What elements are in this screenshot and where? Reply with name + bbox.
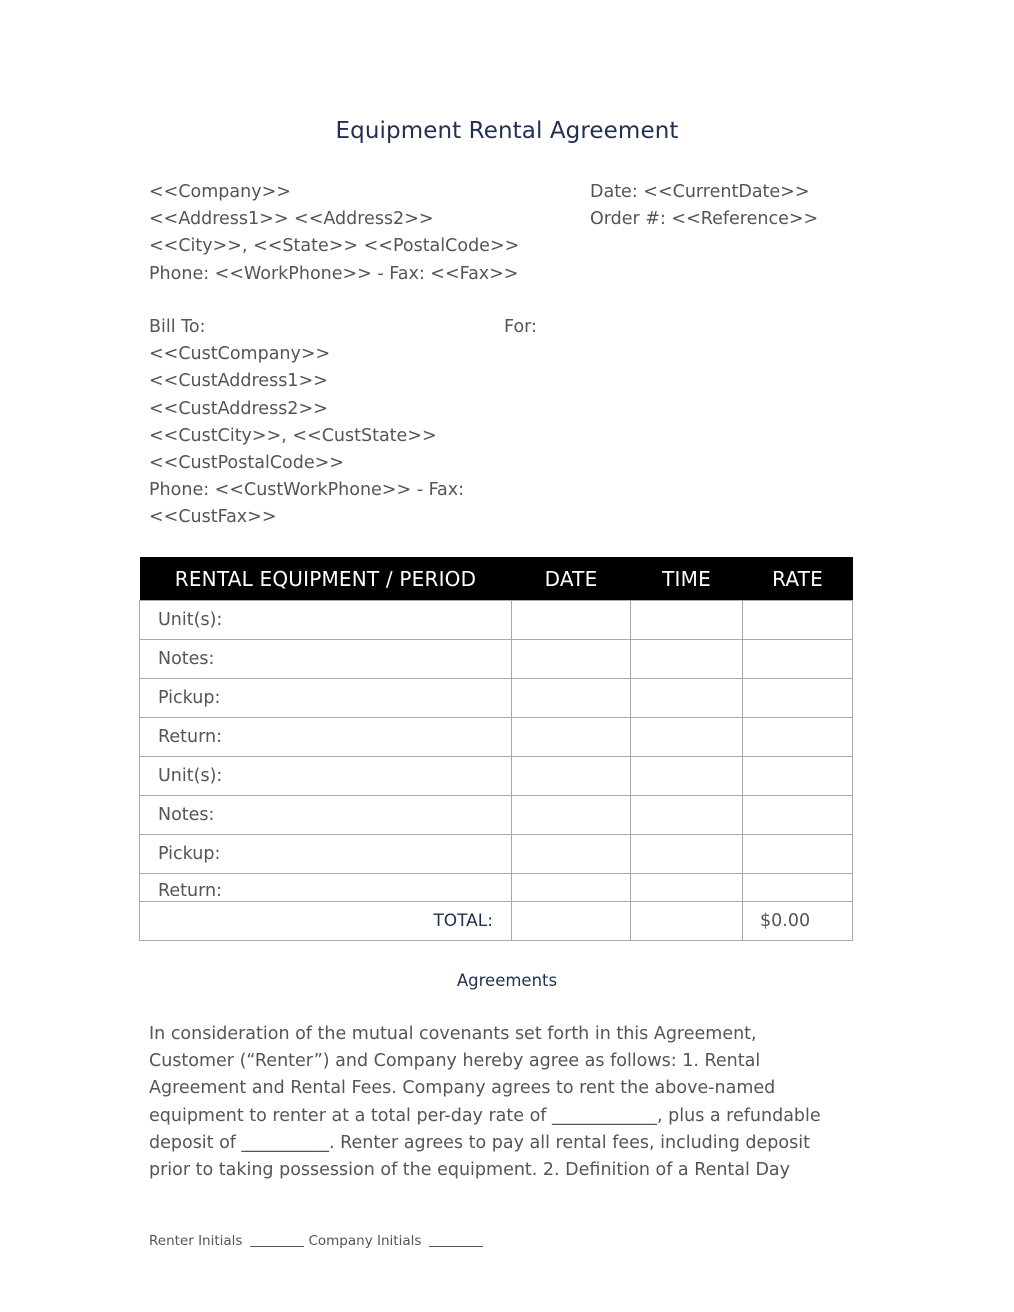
agreement-line: In consideration of the mutual covenants set forth in this Agreement, [149,1024,757,1044]
total-row [140,902,853,941]
date-cell[interactable] [512,835,631,874]
table-row [140,796,853,835]
table-row [140,757,853,796]
rate-cell[interactable] [743,601,853,640]
time-cell[interactable] [631,874,743,902]
agreement-line: Agreement and Rental Fees. Company agrees to rent the above-named [149,1078,776,1099]
table-row [140,874,853,902]
rate-cell[interactable] [743,718,853,757]
cust-address2: <<CustAddress2>> [149,398,328,419]
time-cell[interactable] [631,640,743,679]
total-time-cell [631,902,743,941]
agreements-heading: Agreements [456,971,558,990]
header-rate: RATE [743,557,853,601]
order-number-line: Order #: <<Reference>> [590,209,819,230]
rate-cell[interactable] [743,835,853,874]
for-label: For: [504,317,537,337]
bill-to-label: Bill To: [149,317,206,337]
cust-address1: <<CustAddress1>> [149,371,328,392]
company-initials-line[interactable] [429,1246,483,1247]
table-row [140,601,853,640]
total-value: $0.00 [743,902,853,941]
row-label: Pickup: [140,835,512,874]
date-line: Date: <<CurrentDate>> [590,182,810,202]
company-address: <<Address1>> <<Address2>> [149,209,434,230]
row-label: Return: [140,718,512,757]
agreement-line: deposit of __________. Renter agrees to pay all rental fees, including deposit [149,1132,810,1153]
row-label: Unit(s): [140,757,512,796]
agreement-line: equipment to renter at a total per-day rate of ____________, plus a refundable [149,1105,821,1126]
header-date: DATE [512,557,631,601]
rate-cell[interactable] [743,757,853,796]
company-address-block [149,179,519,288]
cust-company: <<CustCompany>> [149,344,331,365]
row-label-text: Return: [158,881,222,896]
date-cell[interactable] [512,718,631,757]
renter-initials-label: Renter Initials [149,1233,243,1249]
row-label-cut [140,874,512,902]
table-row [140,835,853,874]
total-date-cell [512,902,631,941]
cust-postal-code: <<CustPostalCode>> [149,453,344,474]
time-cell[interactable] [631,757,743,796]
time-cell[interactable] [631,718,743,757]
row-label: Notes: [140,640,512,679]
rate-cell[interactable] [743,640,853,679]
company-city-state: <<City>>, <<State>> <<PostalCode>> [149,236,520,257]
total-label: TOTAL: [140,902,512,941]
time-cell[interactable] [631,796,743,835]
bill-to-block [149,314,464,532]
cust-city-state: <<CustCity>>, <<CustState>> [149,425,437,446]
cust-phone-fax: Phone: <<CustWorkPhone>> - Fax: [149,480,465,501]
header-rental-equipment: RENTAL EQUIPMENT / PERIOD [140,557,512,601]
document-title: Equipment Rental Agreement [335,118,679,144]
time-cell[interactable] [631,601,743,640]
company-initials-label: Company Initials [308,1233,422,1249]
agreement-line: prior to taking possession of the equipment. 2. Definition of a Rental Day [149,1160,790,1181]
date-cell[interactable] [512,601,631,640]
company-phone-fax: Phone: <<WorkPhone>> - Fax: <<Fax>> [149,263,519,284]
row-label: Pickup: [140,679,512,718]
date-cell[interactable] [512,640,631,679]
agreement-line: Customer (“Renter”) and Company hereby agree as follows: 1. Rental [149,1051,761,1072]
row-label: Notes: [140,796,512,835]
initials-footer [149,1233,487,1249]
table-row [140,679,853,718]
date-cell[interactable] [512,679,631,718]
row-label: Unit(s): [140,601,512,640]
rate-cell[interactable] [743,874,853,902]
time-cell[interactable] [631,835,743,874]
rate-cell[interactable] [743,796,853,835]
date-cell[interactable] [512,874,631,902]
agreement-body [149,1021,869,1184]
company-name: <<Company>> [149,182,291,202]
table-row [140,640,853,679]
cust-fax: <<CustFax>> [149,507,277,528]
table-header-row [140,557,853,601]
time-cell[interactable] [631,679,743,718]
renter-initials-line[interactable] [250,1246,304,1247]
rate-cell[interactable] [743,679,853,718]
date-cell[interactable] [512,757,631,796]
header-time: TIME [631,557,743,601]
date-cell[interactable] [512,796,631,835]
rental-equipment-table [139,557,853,941]
table-row [140,718,853,757]
order-info-block [590,179,818,233]
